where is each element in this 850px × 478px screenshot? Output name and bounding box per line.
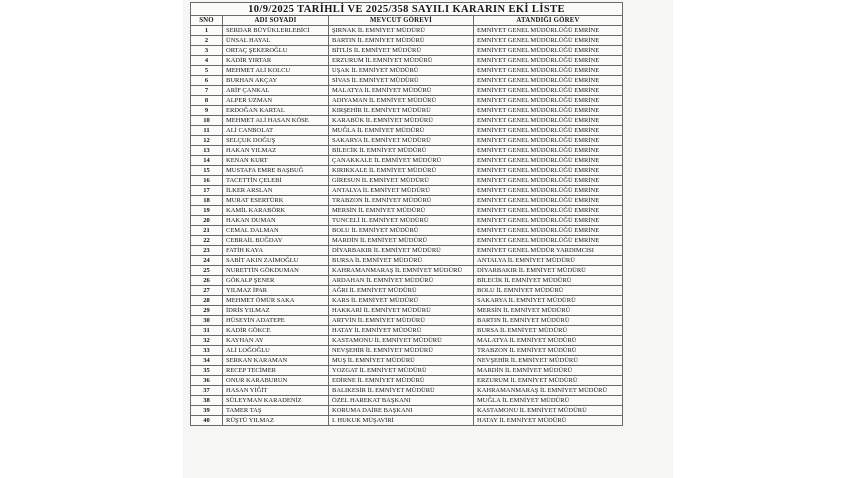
cell-assigned-duty: MUĞLA İL EMNİYET MÜDÜRÜ xyxy=(474,396,623,406)
cell-sno: 25 xyxy=(191,266,223,276)
cell-current-duty: MERSİN İL EMNİYET MÜDÜRÜ xyxy=(329,206,474,216)
cell-name: SERDAR BÜYÜKLERLEBİCİ xyxy=(223,26,329,36)
cell-assigned-duty: EMNİYET GENEL MÜDÜR YARDIMCISI xyxy=(474,246,623,256)
table-row xyxy=(191,36,623,46)
cell-current-duty: BALIKESİR İL EMNİYET MÜDÜRÜ xyxy=(329,386,474,396)
cell-current-duty: TRABZON İL EMNİYET MÜDÜRÜ xyxy=(329,196,474,206)
cell-assigned-duty: KAHRAMANMARAŞ İL EMNİYET MÜDÜRÜ xyxy=(474,386,623,396)
table-row xyxy=(191,146,623,156)
cell-current-duty: MALATYA İL EMNİYET MÜDÜRÜ xyxy=(329,86,474,96)
cell-name: CEBRAİL BUĞDAY xyxy=(223,236,329,246)
cell-current-duty: ÇANAKKALE İL EMNİYET MÜDÜRÜ xyxy=(329,156,474,166)
table-row xyxy=(191,196,623,206)
cell-assigned-duty: EMNİYET GENEL MÜDÜRLÜĞÜ EMRİNE xyxy=(474,56,623,66)
document-title: 10/9/2025 TARİHLİ VE 2025/358 SAYILI KARARIN EKİ LİSTE xyxy=(191,3,623,16)
cell-assigned-duty: EMNİYET GENEL MÜDÜRLÜĞÜ EMRİNE xyxy=(474,136,623,146)
cell-sno: 17 xyxy=(191,186,223,196)
cell-name: MUSTAFA EMRE BAŞBUĞ xyxy=(223,166,329,176)
cell-assigned-duty: EMNİYET GENEL MÜDÜRLÜĞÜ EMRİNE xyxy=(474,96,623,106)
table-row xyxy=(191,306,623,316)
cell-assigned-duty: SAKARYA İL EMNİYET MÜDÜRÜ xyxy=(474,296,623,306)
cell-current-duty: ADIYAMAN İL EMNİYET MÜDÜRÜ xyxy=(329,96,474,106)
cell-current-duty: KASTAMONU İL EMNİYET MÜDÜRÜ xyxy=(329,336,474,346)
cell-current-duty: AĞRI İL EMNİYET MÜDÜRÜ xyxy=(329,286,474,296)
cell-name: GÖKALP ŞENER xyxy=(223,276,329,286)
cell-sno: 16 xyxy=(191,176,223,186)
cell-assigned-duty: EMNİYET GENEL MÜDÜRLÜĞÜ EMRİNE xyxy=(474,126,623,136)
table-row xyxy=(191,86,623,96)
table-row xyxy=(191,346,623,356)
cell-current-duty: NEVŞEHİR İL EMNİYET MÜDÜRÜ xyxy=(329,346,474,356)
cell-current-duty: KARS İL EMNİYET MÜDÜRÜ xyxy=(329,296,474,306)
cell-assigned-duty: EMNİYET GENEL MÜDÜRLÜĞÜ EMRİNE xyxy=(474,46,623,56)
cell-assigned-duty: MARDİN İL EMNİYET MÜDÜRÜ xyxy=(474,366,623,376)
cell-assigned-duty: ANTALYA İL EMNİYET MÜDÜRÜ xyxy=(474,256,623,266)
cell-sno: 5 xyxy=(191,66,223,76)
cell-assigned-duty: EMNİYET GENEL MÜDÜRLÜĞÜ EMRİNE xyxy=(474,76,623,86)
cell-current-duty: KIRIKKALE İL EMNİYET MÜDÜRÜ xyxy=(329,166,474,176)
title-row xyxy=(191,3,623,16)
cell-sno: 38 xyxy=(191,396,223,406)
cell-name: KAYHAN AY xyxy=(223,336,329,346)
cell-sno: 21 xyxy=(191,226,223,236)
cell-assigned-duty: ERZURUM İL EMNİYET MÜDÜRÜ xyxy=(474,376,623,386)
table-row xyxy=(191,96,623,106)
cell-assigned-duty: EMNİYET GENEL MÜDÜRLÜĞÜ EMRİNE xyxy=(474,196,623,206)
cell-current-duty: BİLECİK İL EMNİYET MÜDÜRÜ xyxy=(329,146,474,156)
table-row xyxy=(191,186,623,196)
table-row xyxy=(191,216,623,226)
cell-current-duty: GİRESUN İL EMNİYET MÜDÜRÜ xyxy=(329,176,474,186)
cell-current-duty: ARTVİN İL EMNİYET MÜDÜRÜ xyxy=(329,316,474,326)
cell-sno: 31 xyxy=(191,326,223,336)
table-row xyxy=(191,66,623,76)
cell-sno: 14 xyxy=(191,156,223,166)
cell-name: ALPER UZMAN xyxy=(223,96,329,106)
cell-current-duty: KARABÜK İL EMNİYET MÜDÜRÜ xyxy=(329,116,474,126)
cell-assigned-duty: MERSİN İL EMNİYET MÜDÜRÜ xyxy=(474,306,623,316)
cell-current-duty: BURSA İL EMNİYET MÜDÜRÜ xyxy=(329,256,474,266)
cell-name: ONUR KARABURUN xyxy=(223,376,329,386)
table-row xyxy=(191,156,623,166)
table-row xyxy=(191,116,623,126)
cell-sno: 29 xyxy=(191,306,223,316)
cell-current-duty: MARDİN İL EMNİYET MÜDÜRÜ xyxy=(329,236,474,246)
cell-sno: 27 xyxy=(191,286,223,296)
cell-sno: 24 xyxy=(191,256,223,266)
cell-sno: 9 xyxy=(191,106,223,116)
cell-assigned-duty: EMNİYET GENEL MÜDÜRLÜĞÜ EMRİNE xyxy=(474,186,623,196)
cell-sno: 30 xyxy=(191,316,223,326)
cell-current-duty: ANTALYA İL EMNİYET MÜDÜRÜ xyxy=(329,186,474,196)
cell-name: KENAN KURT xyxy=(223,156,329,166)
cell-name: CEMAL DALMAN xyxy=(223,226,329,236)
cell-sno: 23 xyxy=(191,246,223,256)
table-row xyxy=(191,246,623,256)
cell-name: KAMİL KARABÖRK xyxy=(223,206,329,216)
column-header-assigned-duty: ATANDIĞI GÖREV xyxy=(474,16,623,26)
cell-current-duty: MUĞLA İL EMNİYET MÜDÜRÜ xyxy=(329,126,474,136)
cell-sno: 36 xyxy=(191,376,223,386)
cell-assigned-duty: EMNİYET GENEL MÜDÜRLÜĞÜ EMRİNE xyxy=(474,66,623,76)
cell-current-duty: ÖZEL HAREKAT BAŞKANI xyxy=(329,396,474,406)
cell-sno: 6 xyxy=(191,76,223,86)
table-row xyxy=(191,256,623,266)
cell-current-duty: UŞAK İL EMNİYET MÜDÜRÜ xyxy=(329,66,474,76)
cell-sno: 8 xyxy=(191,96,223,106)
cell-sno: 4 xyxy=(191,56,223,66)
cell-name: RECEP TECİMER xyxy=(223,366,329,376)
cell-current-duty: KAHRAMANMARAŞ İL EMNİYET MÜDÜRÜ xyxy=(329,266,474,276)
cell-name: ALİ CANBOLAT xyxy=(223,126,329,136)
cell-sno: 39 xyxy=(191,406,223,416)
cell-current-duty: DİYARBAKIR İL EMNİYET MÜDÜRÜ xyxy=(329,246,474,256)
table-row xyxy=(191,226,623,236)
cell-sno: 1 xyxy=(191,26,223,36)
column-header-name: ADI SOYADI xyxy=(223,16,329,26)
cell-current-duty: YOZGAT İL EMNİYET MÜDÜRÜ xyxy=(329,366,474,376)
table-row xyxy=(191,406,623,416)
cell-sno: 32 xyxy=(191,336,223,346)
cell-name: HÜSEYİN ADATEPE xyxy=(223,316,329,326)
cell-current-duty: BARTIN İL EMNİYET MÜDÜRÜ xyxy=(329,36,474,46)
cell-sno: 13 xyxy=(191,146,223,156)
table-row xyxy=(191,136,623,146)
cell-assigned-duty: EMNİYET GENEL MÜDÜRLÜĞÜ EMRİNE xyxy=(474,116,623,126)
cell-name: MEHMET ÖMÜR SAKA xyxy=(223,296,329,306)
table-row xyxy=(191,326,623,336)
table-row xyxy=(191,76,623,86)
cell-name: ORTAÇ ŞEKEROĞLU xyxy=(223,46,329,56)
table-row xyxy=(191,286,623,296)
cell-name: BURHAN AKÇAY xyxy=(223,76,329,86)
cell-assigned-duty: EMNİYET GENEL MÜDÜRLÜĞÜ EMRİNE xyxy=(474,36,623,46)
table-row xyxy=(191,26,623,36)
table-row xyxy=(191,336,623,346)
cell-sno: 35 xyxy=(191,366,223,376)
cell-assigned-duty: HATAY İL EMNİYET MÜDÜRÜ xyxy=(474,416,623,426)
cell-sno: 22 xyxy=(191,236,223,246)
cell-assigned-duty: TRABZON İL EMNİYET MÜDÜRÜ xyxy=(474,346,623,356)
cell-name: HASAN YİĞİT xyxy=(223,386,329,396)
cell-sno: 26 xyxy=(191,276,223,286)
cell-current-duty: HATAY İL EMNİYET MÜDÜRÜ xyxy=(329,326,474,336)
cell-name: ARİF ÇANKAL xyxy=(223,86,329,96)
cell-name: KADİR YIRTAR xyxy=(223,56,329,66)
cell-sno: 15 xyxy=(191,166,223,176)
table-row xyxy=(191,236,623,246)
cell-name: İLKER ARSLAN xyxy=(223,186,329,196)
cell-name: ALİ LOĞOĞLU xyxy=(223,346,329,356)
table-row xyxy=(191,176,623,186)
cell-name: MEHMET ALİ HASAN KÖSE xyxy=(223,116,329,126)
cell-name: HAKAN YILMAZ xyxy=(223,146,329,156)
cell-name: HAKAN DUMAN xyxy=(223,216,329,226)
table-row xyxy=(191,366,623,376)
cell-current-duty: EDİRNE İL EMNİYET MÜDÜRÜ xyxy=(329,376,474,386)
cell-name: SÜLEYMAN KARADENİZ xyxy=(223,396,329,406)
table-row xyxy=(191,416,623,426)
cell-assigned-duty: EMNİYET GENEL MÜDÜRLÜĞÜ EMRİNE xyxy=(474,146,623,156)
cell-assigned-duty: KASTAMONU İL EMNİYET MÜDÜRÜ xyxy=(474,406,623,416)
cell-current-duty: BOLU İL EMNİYET MÜDÜRÜ xyxy=(329,226,474,236)
cell-current-duty: ERZURUM İL EMNİYET MÜDÜRÜ xyxy=(329,56,474,66)
cell-assigned-duty: BİLECİK İL EMNİYET MÜDÜRÜ xyxy=(474,276,623,286)
table-row xyxy=(191,56,623,66)
cell-assigned-duty: DİYARBAKIR İL EMNİYET MÜDÜRÜ xyxy=(474,266,623,276)
cell-assigned-duty: EMNİYET GENEL MÜDÜRLÜĞÜ EMRİNE xyxy=(474,226,623,236)
table-row xyxy=(191,376,623,386)
cell-current-duty: KIRŞEHİR İL EMNİYET MÜDÜRÜ xyxy=(329,106,474,116)
cell-name: ÜNSAL HAYAL xyxy=(223,36,329,46)
decree-annex-table xyxy=(190,2,623,426)
cell-current-duty: ARDAHAN İL EMNİYET MÜDÜRÜ xyxy=(329,276,474,286)
cell-name: TAMER TAŞ xyxy=(223,406,329,416)
table-row xyxy=(191,206,623,216)
cell-sno: 19 xyxy=(191,206,223,216)
table-body xyxy=(191,26,623,426)
cell-current-duty: KORUMA DAİRE BAŞKANI xyxy=(329,406,474,416)
cell-sno: 10 xyxy=(191,116,223,126)
cell-current-duty: SİVAS İL EMNİYET MÜDÜRÜ xyxy=(329,76,474,86)
table-row xyxy=(191,106,623,116)
cell-sno: 12 xyxy=(191,136,223,146)
cell-name: MURAT ESERTÜRK xyxy=(223,196,329,206)
cell-name: RÜŞTÜ YILMAZ xyxy=(223,416,329,426)
cell-current-duty: TUNCELİ İL EMNİYET MÜDÜRÜ xyxy=(329,216,474,226)
document-photo-background xyxy=(183,0,673,478)
cell-name: YILMAZ İPAR xyxy=(223,286,329,296)
table-row xyxy=(191,396,623,406)
cell-sno: 18 xyxy=(191,196,223,206)
cell-sno: 20 xyxy=(191,216,223,226)
column-header-current-duty: MEVCUT GÖREVİ xyxy=(329,16,474,26)
table-row xyxy=(191,356,623,366)
table-row xyxy=(191,386,623,396)
cell-current-duty: BİTLİS İL EMNİYET MÜDÜRÜ xyxy=(329,46,474,56)
cell-name: TACETTİN ÇELEBİ xyxy=(223,176,329,186)
cell-assigned-duty: EMNİYET GENEL MÜDÜRLÜĞÜ EMRİNE xyxy=(474,86,623,96)
cell-sno: 11 xyxy=(191,126,223,136)
cell-name: İDRİS YILMAZ xyxy=(223,306,329,316)
cell-current-duty: I. HUKUK MÜŞAVİRİ xyxy=(329,416,474,426)
cell-assigned-duty: EMNİYET GENEL MÜDÜRLÜĞÜ EMRİNE xyxy=(474,176,623,186)
cell-current-duty: MUŞ İL EMNİYET MÜDÜRÜ xyxy=(329,356,474,366)
cell-sno: 3 xyxy=(191,46,223,56)
cell-name: NURETTİN GÖKDUMAN xyxy=(223,266,329,276)
cell-sno: 40 xyxy=(191,416,223,426)
cell-current-duty: SAKARYA İL EMNİYET MÜDÜRÜ xyxy=(329,136,474,146)
table-row xyxy=(191,166,623,176)
cell-sno: 33 xyxy=(191,346,223,356)
cell-assigned-duty: EMNİYET GENEL MÜDÜRLÜĞÜ EMRİNE xyxy=(474,106,623,116)
cell-current-duty: HAKKARİ İL EMNİYET MÜDÜRÜ xyxy=(329,306,474,316)
cell-name: SERKAN KARAMAN xyxy=(223,356,329,366)
cell-name: KADİR GÖKCE xyxy=(223,326,329,336)
table-row xyxy=(191,276,623,286)
table-row xyxy=(191,316,623,326)
cell-assigned-duty: NEVŞEHİR İL EMNİYET MÜDÜRÜ xyxy=(474,356,623,366)
table-row xyxy=(191,126,623,136)
table-row xyxy=(191,296,623,306)
cell-assigned-duty: EMNİYET GENEL MÜDÜRLÜĞÜ EMRİNE xyxy=(474,26,623,36)
cell-assigned-duty: EMNİYET GENEL MÜDÜRLÜĞÜ EMRİNE xyxy=(474,166,623,176)
cell-assigned-duty: BARTIN İL EMNİYET MÜDÜRÜ xyxy=(474,316,623,326)
cell-name: ERDOĞAN KARTAL xyxy=(223,106,329,116)
cell-name: SELÇUK DOĞUŞ xyxy=(223,136,329,146)
table-header-row xyxy=(191,16,623,26)
cell-assigned-duty: EMNİYET GENEL MÜDÜRLÜĞÜ EMRİNE xyxy=(474,216,623,226)
cell-assigned-duty: BOLU İL EMNİYET MÜDÜRÜ xyxy=(474,286,623,296)
cell-assigned-duty: EMNİYET GENEL MÜDÜRLÜĞÜ EMRİNE xyxy=(474,206,623,216)
cell-sno: 28 xyxy=(191,296,223,306)
cell-sno: 2 xyxy=(191,36,223,46)
cell-assigned-duty: EMNİYET GENEL MÜDÜRLÜĞÜ EMRİNE xyxy=(474,156,623,166)
cell-assigned-duty: MALATYA İL EMNİYET MÜDÜRÜ xyxy=(474,336,623,346)
cell-assigned-duty: EMNİYET GENEL MÜDÜRLÜĞÜ EMRİNE xyxy=(474,236,623,246)
column-header-sno: SNO xyxy=(191,16,223,26)
table-row xyxy=(191,266,623,276)
cell-name: FATİH KAYA xyxy=(223,246,329,256)
cell-name: SABİT AKIN ZAİMOĞLU xyxy=(223,256,329,266)
cell-assigned-duty: BURSA İL EMNİYET MÜDÜRÜ xyxy=(474,326,623,336)
cell-sno: 34 xyxy=(191,356,223,366)
cell-sno: 7 xyxy=(191,86,223,96)
table-row xyxy=(191,46,623,56)
cell-sno: 37 xyxy=(191,386,223,396)
cell-name: MEHMET ALİ KOLCU xyxy=(223,66,329,76)
cell-current-duty: ŞIRNAK İL EMNİYET MÜDÜRÜ xyxy=(329,26,474,36)
